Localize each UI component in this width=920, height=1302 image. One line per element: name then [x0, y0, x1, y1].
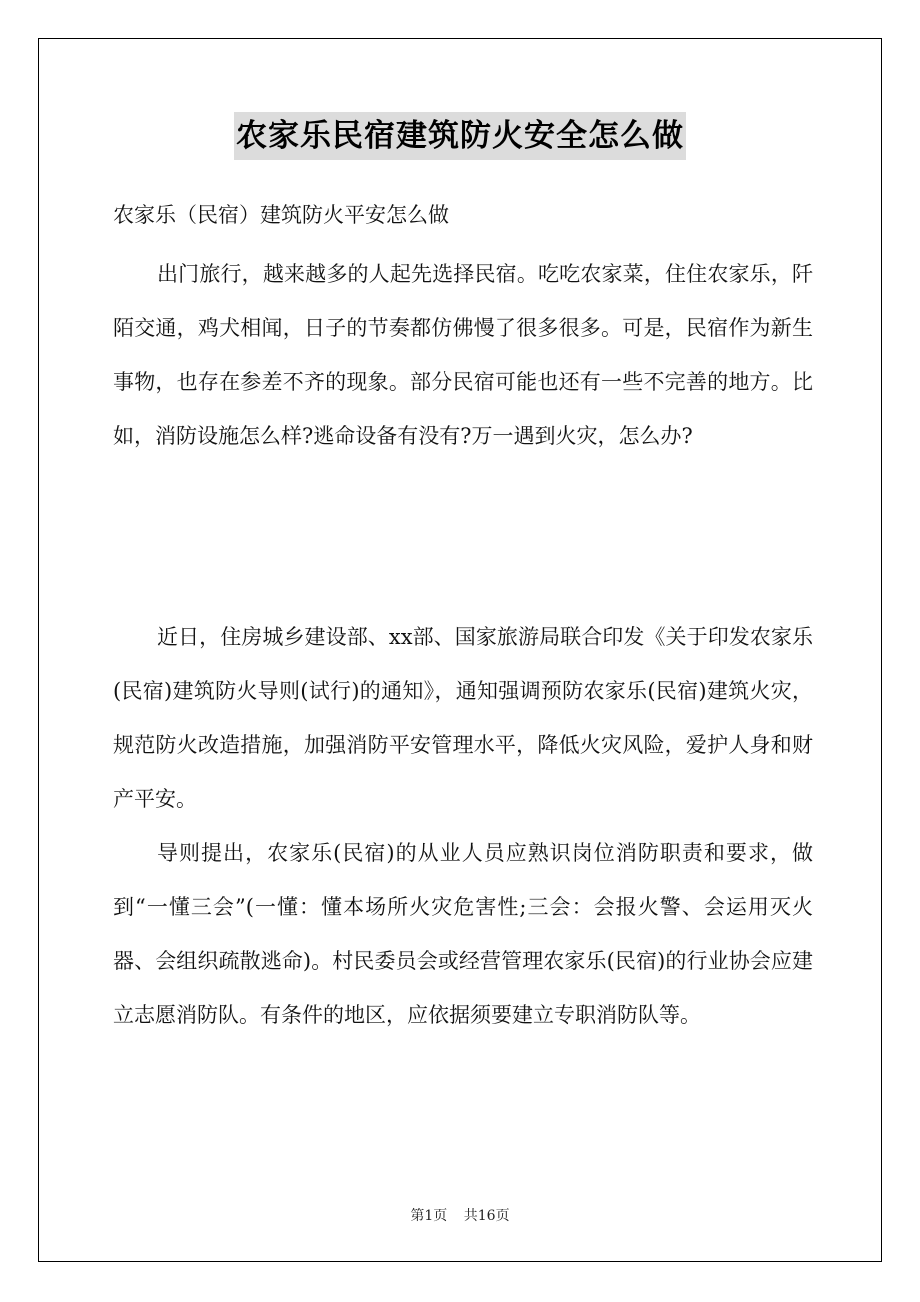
document-subtitle: 农家乐（民宿）建筑防火平安怎么做 [113, 203, 449, 227]
page-number: 第1页 [410, 1208, 448, 1224]
document-title: 农家乐民宿建筑防火安全怎么做 [234, 112, 686, 160]
title-container [0, 112, 920, 160]
paragraph-2: 近日，住房城乡建设部、xx部、国家旅游局联合印发《关于印发农家乐(民宿)建筑防火导则(试行)的通知》，通知强调预防农家乐(民宿)建筑火灾，规范防火改造措施，加强消防平安管理水平，降低火灾风险，爱护人身和财产平安。 [113, 625, 813, 811]
page-total: 共16页 [463, 1208, 510, 1224]
paragraph-3: 导则提出，农家乐(民宿)的从业人员应熟识岗位消防职责和要求，做到“一懂三会”(一懂：懂本场所火灾危害性;三会：会报火警、会运用灭火器、会组织疏散逃命)。村民委员会或经营管理农家乐(民宿)的行业协会应建立志愿消防队。有条件的地区，应依据须要建立专职消防队等。 [113, 841, 813, 1027]
page-footer [0, 1205, 920, 1225]
paragraph-1: 出门旅行，越来越多的人起先选择民宿。吃吃农家菜，住住农家乐，阡陌交通，鸡犬相闻，日子的节奏都仿佛慢了很多很多。可是，民宿作为新生事物，也存在参差不齐的现象。部分民宿可能也还有一些不完善的地方。比如，消防设施怎么样?逃命设备有没有?万一遇到火灾，怎么办? [113, 262, 813, 448]
